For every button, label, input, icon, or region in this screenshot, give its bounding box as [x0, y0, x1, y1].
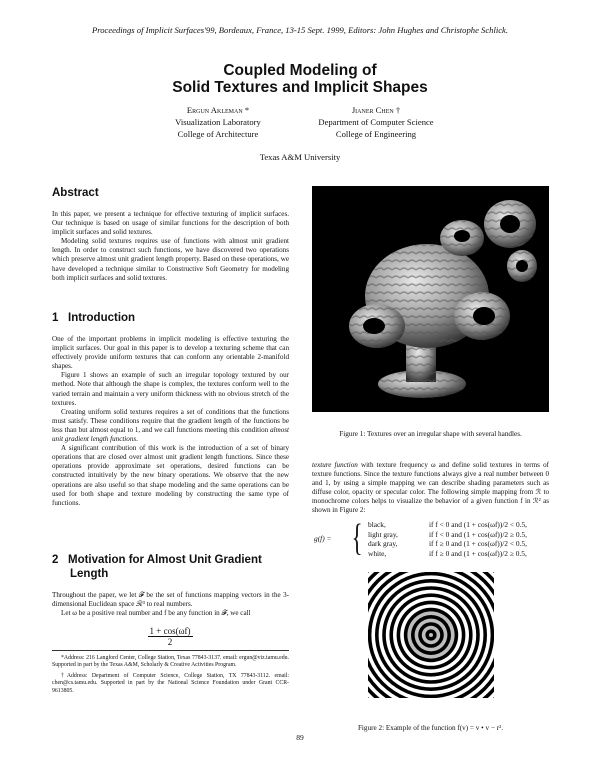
piecewise-color: white,	[368, 549, 387, 559]
author-lab: Department of Computer Science	[318, 117, 434, 127]
piecewise-condition: if f ≥ 0 and (1 + cos(ωf))/2 ≥ 0.5,	[429, 549, 527, 559]
figure-1-image	[312, 186, 549, 412]
intro-paragraph: A significant contribution of this work is the introduction of a set of binary operations that are closed over almost unit gradient length functions. Since these operations provide approximate set operations, desired functions can be constructed intuitively by the new binary operations. We observe that the new operations are also useful so that shape modeling and the same operations can be used for both shape and texture modeling by constructing the same type of functions.	[52, 444, 289, 507]
rings-group	[368, 572, 494, 698]
piecewise-definition	[312, 517, 549, 564]
footnote: *Address: 216 Langford Center, College Station, Texas 77843-3137. email: ergun@viz.tamu.edu. Supported in part by the Texas A&M, Scholarly & Creative Activities Program.	[52, 655, 289, 669]
proceedings-header: Proceedings of Implicit Surfaces'99, Bordeaux, France, 13-15 Sept. 1999, Editors: John Hughes and Christophe Schlick.	[91, 25, 509, 35]
motivation-paragraph: Throughout the paper, we let 𝓕 be the set of functions mapping vectors in the 3-dimensional Euclidean space ℛ³ to real numbers.	[52, 591, 289, 609]
piecewise-lhs: g(f) =	[314, 534, 332, 543]
intro-paragraph	[52, 408, 289, 444]
concentric-rings-plot	[368, 572, 494, 698]
intro-text: Creating uniform solid textures requires a set of conditions that the functions must satisfy. These conditions require that the gradient length of the functions be less than but almost equal to 1, and we call functions meeting this condition	[52, 407, 289, 434]
author-block-2	[286, 104, 466, 140]
section-title: Motivation for Almost Unit Gradient	[68, 554, 262, 566]
piecewise-conditions	[429, 520, 551, 559]
intro-heading	[52, 311, 135, 325]
right-text: with texture frequency ω and define solid textures in terms of texture functions. Since the texture functions always give a real number between 0 and 1, by using a simple mapping we can describe shading parameters such as diffuse color, opacity or specular color. The following simple mapping from ℛ to monochrome colors helps to visualize the behavior of a given function f in ℛ² as shown in Figure 2:	[312, 461, 549, 515]
figure-2-caption: Figure 2: Example of the function f(v) = v • v − r².	[357, 724, 504, 732]
texture-equation	[120, 626, 220, 647]
piecewise-condition: if f < 0 and (1 + cos(ωf))/2 < 0.5,	[429, 520, 528, 529]
shape-body	[349, 200, 537, 398]
motivation-heading	[52, 553, 292, 581]
section-title: Introduction	[68, 312, 136, 324]
author-name: Ergun Akleman	[186, 105, 243, 115]
footnote: †Address: Department of Computer Science, College Station, TX 77843-3112. email: chen@cs.tamu.edu. Supported in part by the National Science Foundation under Grant CCR-9613805.	[52, 672, 289, 694]
piecewise-color: black,	[368, 520, 386, 529]
footnote-mark: †	[395, 105, 401, 115]
title-line-2: Solid Textures and Implicit Shapes	[172, 79, 428, 96]
section-title-cont: Length	[70, 568, 109, 580]
figure-2-image	[368, 572, 494, 698]
footnote-rule	[52, 650, 289, 651]
piecewise-brace: {	[351, 517, 363, 559]
piecewise-condition: if f ≥ 0 and (1 + cos(ωf))/2 < 0.5,	[429, 539, 527, 549]
intro-text: .	[136, 435, 138, 444]
author-college: College of Engineering	[335, 129, 417, 139]
motivation-paragraph: Let ω be a positive real number and f be any function in 𝓕, we call	[61, 609, 251, 618]
term-texture-function: texture function	[312, 461, 358, 469]
intro-paragraph: Figure 1 shows an example of such an irregular topology textured by our method. Note that although the shape is complex, the textures conform well to the varied terrain and maintain a very uniform thickness with no obvious stretch of the textures.	[52, 371, 289, 407]
abstract-body	[52, 210, 289, 283]
footnote-mark: *	[244, 105, 250, 115]
piecewise-color: dark gray,	[368, 539, 398, 549]
equation-numerator: 1 + cos(ωf)	[149, 626, 191, 636]
abstract-paragraph: In this paper, we present a technique for effective texturing of implicit surfaces. Our technique is based on usage of similar functions for the description of both implicit surfaces and solid textures.	[52, 210, 289, 237]
right-paragraph	[312, 461, 549, 516]
piecewise-condition: if f < 0 and (1 + cos(ωf))/2 ≥ 0.5,	[429, 529, 527, 539]
textured-shape-render	[312, 186, 549, 412]
piecewise-color: light gray,	[368, 529, 398, 539]
intro-body	[52, 335, 289, 508]
piecewise-colors	[368, 520, 438, 559]
equation-denominator: 2	[167, 637, 173, 647]
abstract-paragraph: Modeling solid textures requires use of functions with almost unit gradient length. In order to construct such functions, we have discovered two operations which preserve almost unit gradient length property. Based on these operations, we have developed a technique similar to Constructive Soft Geometry for modeling both implicit surfaces and solid textures.	[52, 237, 289, 282]
paper-title	[0, 62, 600, 96]
section-number: 2	[52, 554, 59, 566]
figure-1-caption: Figure 1: Textures over an irregular shape with several handles.	[339, 430, 522, 438]
title-line-1: Coupled Modeling of	[223, 62, 377, 79]
motivation-body	[52, 591, 289, 618]
section-number: 1	[52, 312, 59, 324]
page-number: 89	[296, 733, 304, 742]
right-body	[312, 461, 549, 516]
author-lab: Visualization Laboratory	[175, 117, 261, 127]
author-college: College of Architecture	[177, 129, 259, 139]
abstract-heading: Abstract	[52, 187, 99, 199]
author-block-1	[128, 104, 308, 140]
intro-paragraph: One of the important problems in implicit modeling is effective texturing the implicit surfaces. Our goal in this paper is to develop a texturing scheme that can effectively provide uniform textures that can conform any orientable 2-manifold shapes.	[52, 335, 289, 371]
author-name: Jianer Chen	[351, 105, 394, 115]
ring-band	[429, 633, 433, 637]
university: Texas A&M University	[259, 152, 341, 162]
intro-term: almost unit gradient length functions	[52, 425, 289, 444]
footnotes	[52, 655, 289, 698]
